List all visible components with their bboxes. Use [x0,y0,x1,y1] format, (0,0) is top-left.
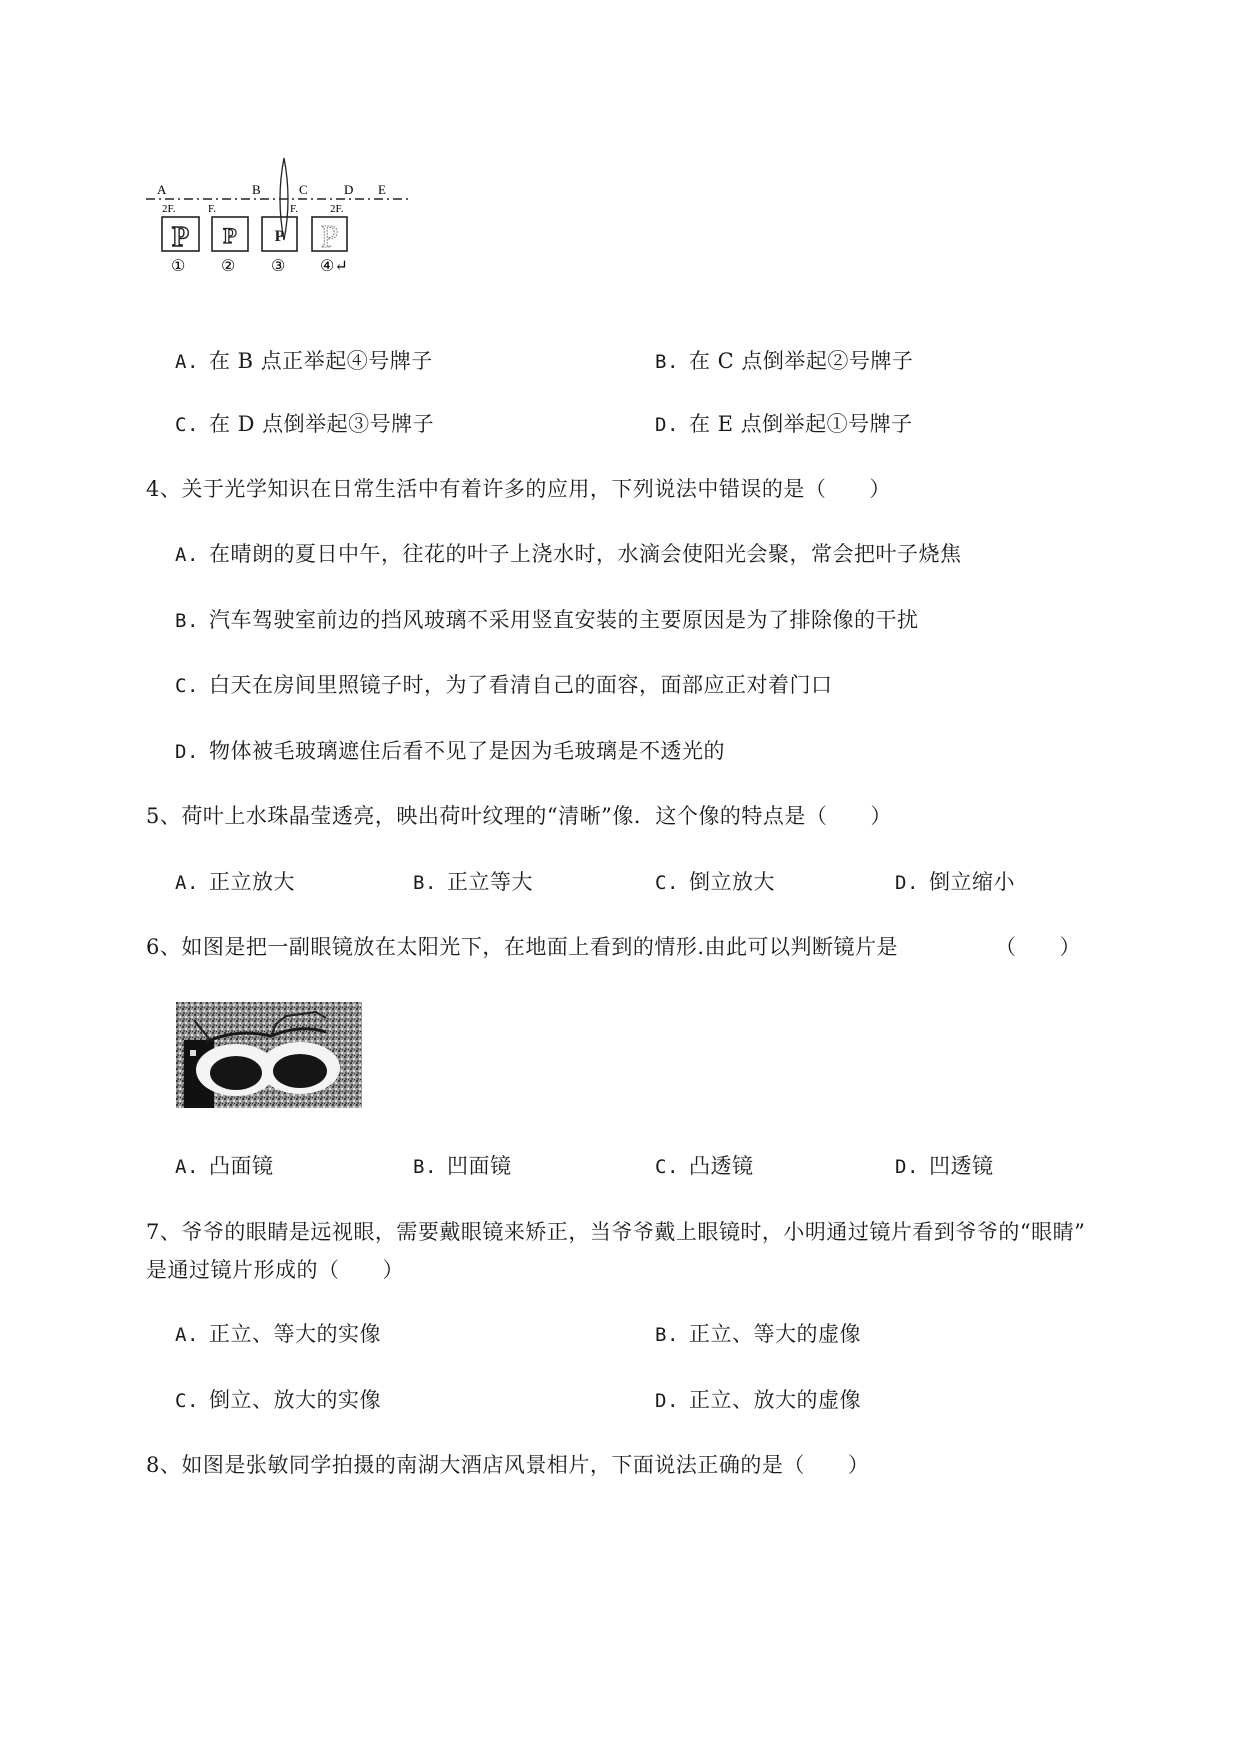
q5-option-a[interactable] [175,866,295,896]
q6-option-b[interactable] [413,1150,512,1180]
option-label: C. [175,675,199,697]
q5-option-b[interactable] [413,866,533,896]
q3-option-d[interactable] [655,408,913,438]
option-text: 凸透镜 [689,1154,754,1178]
option-text: 凹透镜 [929,1154,994,1178]
option-label: A. [175,544,199,566]
point-label-c: C [299,182,308,197]
q5-stem: 5、荷叶上水珠晶莹透亮，映出荷叶纹理的“清晰”像．这个像的特点是（ ） [146,804,892,828]
option-label: C. [655,872,679,894]
option-text: 白天在房间里照镜子时，为了看清自己的面容，面部应正对着门口 [209,673,833,697]
q6-option-d[interactable] [895,1150,994,1180]
option-label: D. [895,1156,919,1178]
q3-option-b[interactable] [655,345,913,375]
option-label: D. [895,872,919,894]
q8-stem: 8、如图是张敏同学拍摄的南湖大酒店风景相片，下面说法正确的是（ ） [146,1453,870,1477]
card-letter-1: P [171,222,190,253]
card-letter-3: P [274,228,285,245]
option-text: 物体被毛玻璃遮住后看不见了是因为毛玻璃是不透光的 [209,739,725,763]
option-label: B. [175,610,199,632]
q4-option-c[interactable] [175,669,833,699]
option-label: C. [655,1156,679,1178]
focal-label-2f-right: 2F. [330,203,344,215]
card-number-4: ④↵ [320,258,348,275]
option-label: D. [655,1390,679,1412]
focal-label-2f-left: 2F. [162,203,176,215]
option-label: A. [175,872,199,894]
option-label: B. [413,872,437,894]
option-label: A. [175,1156,199,1178]
option-text: 在晴朗的夏日中午，往花的叶子上浇水时，水滴会使阳光会聚，常会把叶子烧焦 [209,542,962,566]
q7-option-c[interactable] [175,1384,381,1414]
option-label: A. [175,1324,199,1346]
q4-option-b[interactable] [175,604,919,634]
q7-option-a[interactable] [175,1318,381,1348]
option-text: 正立、等大的实像 [209,1322,381,1346]
q6-option-a[interactable] [175,1150,274,1180]
card-number-3: ③ [271,258,286,275]
card-letter-2: P [223,223,237,248]
q5-option-c[interactable] [655,866,775,896]
option-label: B. [413,1156,437,1178]
glasses-shadow-photo [176,1002,362,1108]
q7-stem-line1: 7、爷爷的眼睛是远视眼，需要戴眼镜来矫正，当爷爷戴上眼镜时，小明通过镜片看到爷爷的“眼睛” [146,1220,1086,1244]
option-text: 倒立缩小 [929,870,1015,894]
option-label: C. [175,414,199,436]
option-label: B. [655,1324,679,1346]
q3-option-c[interactable] [175,408,434,438]
focal-label-f-right: F. [290,203,298,215]
option-text: 正立放大 [209,870,295,894]
option-label: B. [655,351,679,373]
card-letter-4: P [320,218,339,254]
q6-option-c[interactable] [655,1150,754,1180]
focal-label-f-left: F. [208,203,216,215]
option-text: 汽车驾驶室前边的挡风玻璃不采用竖直安装的主要原因是为了排除像的干扰 [209,608,919,632]
q7-option-d[interactable] [655,1384,861,1414]
option-text: 倒立、放大的实像 [209,1388,381,1412]
option-text: 在 B 点正举起④号牌子 [209,349,433,373]
option-text: 凸面镜 [209,1154,274,1178]
point-label-d: D [344,182,354,197]
point-label-b: B [252,182,261,197]
option-text: 凹面镜 [447,1154,512,1178]
q5-option-d[interactable] [895,866,1015,896]
option-text: 正立、放大的虚像 [689,1388,861,1412]
option-text: 正立、等大的虚像 [689,1322,861,1346]
card-number-1: ① [171,258,186,275]
q7-stem-line2: 是通过镜片形成的（ ） [146,1258,404,1282]
option-text: 在 C 点倒举起②号牌子 [689,349,914,373]
option-text: 在 E 点倒举起①号牌子 [689,412,913,436]
q6-answer-blank: （ ） [995,935,1081,959]
q7-option-b[interactable] [655,1318,861,1348]
q6-stem: 6、如图是把一副眼镜放在太阳光下，在地面上看到的情形.由此可以判断镜片是 [146,935,899,959]
point-label-e: E [378,182,386,197]
option-label: D. [175,741,199,763]
card-number-2: ② [221,258,236,275]
option-label: A. [175,351,199,373]
q4-stem: 4、关于光学知识在日常生活中有着许多的应用，下列说法中错误的是（ ） [146,477,891,501]
q4-option-d[interactable] [175,735,725,765]
option-text: 正立等大 [447,870,533,894]
option-text: 在 D 点倒举起③号牌子 [209,412,435,436]
option-text: 倒立放大 [689,870,775,894]
option-label: C. [175,1390,199,1412]
option-label: D. [655,414,679,436]
point-label-a: A [157,182,167,197]
q3-option-a[interactable] [175,345,433,375]
lens-diagram-figure [140,150,430,310]
q4-option-a[interactable] [175,538,962,568]
